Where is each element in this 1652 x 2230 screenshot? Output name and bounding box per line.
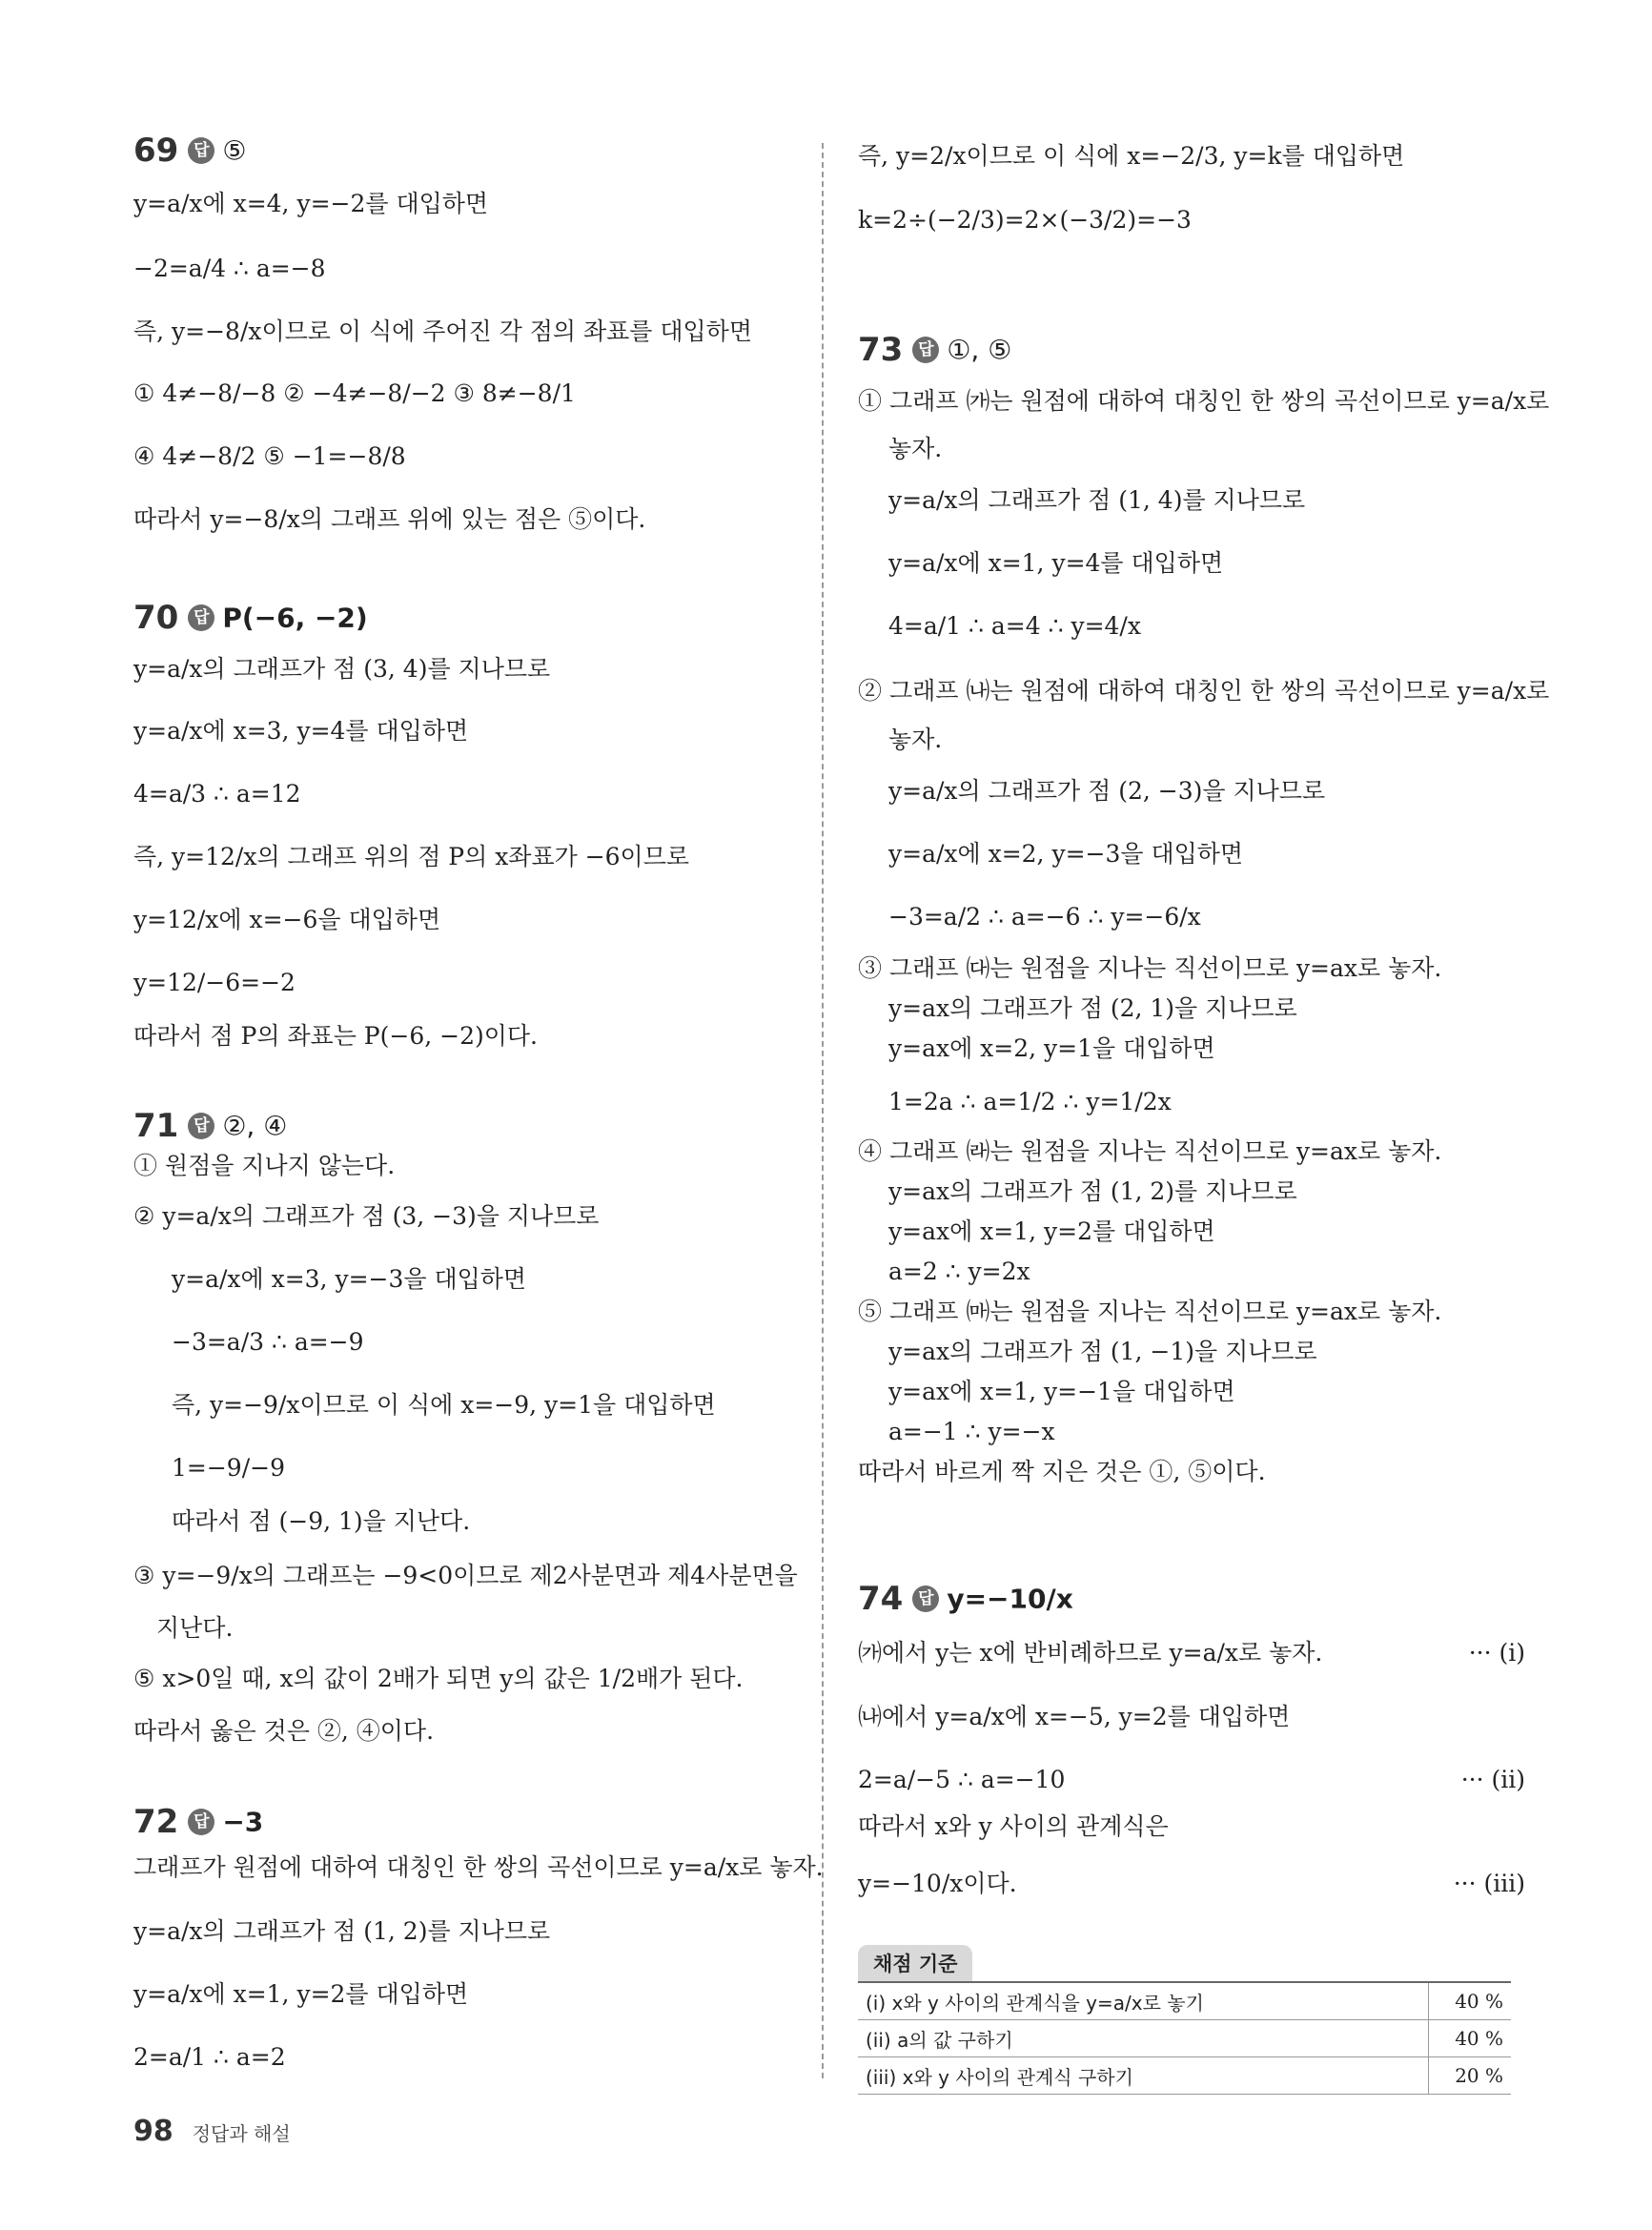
solution-text: 그래프가 원점에 대하여 대칭인 한 쌍의 곡선이므로 y=a/x로 놓자. bbox=[133, 1853, 824, 1881]
grading-row bbox=[858, 2057, 1511, 2095]
solution-text: ① 4≠−8/−8 ② −4≠−8/−2 ③ 8≠−8/1 bbox=[133, 379, 576, 407]
solution-line bbox=[888, 1338, 1525, 1366]
solution-text: y=12/x에 x=−6을 대입하면 bbox=[133, 906, 441, 933]
solution-line bbox=[133, 843, 791, 871]
answer-badge-icon: 답 bbox=[912, 1586, 939, 1612]
solution-text: ⑤ x>0일 때, x의 값이 2배가 되면 y의 값은 1/2배가 된다. bbox=[133, 1665, 744, 1692]
solution-line bbox=[133, 780, 791, 808]
solution-text: ① 그래프 ㈎는 원점에 대하여 대칭인 한 쌍의 곡선이므로 y=a/x로 bbox=[858, 387, 1550, 415]
solution-text: 즉, y=−9/x이므로 이 식에 x=−9, y=1을 대입하면 bbox=[172, 1391, 716, 1419]
answer-text: ⑤ bbox=[222, 134, 247, 167]
step-marker: ··· (ii) bbox=[1460, 1766, 1525, 1793]
solution-text: y=ax에 x=1, y=2를 대입하면 bbox=[888, 1217, 1215, 1245]
solution-text: y=ax의 그래프가 점 (1, −1)을 지나므로 bbox=[888, 1338, 1317, 1365]
solution-text: y=a/x의 그래프가 점 (2, −3)을 지나므로 bbox=[888, 777, 1326, 805]
solution-text: 놓자. bbox=[888, 726, 943, 753]
solution-line bbox=[133, 505, 791, 534]
answer-text: y=−10/x bbox=[947, 1583, 1073, 1615]
solution-text: k=2÷(−2/3)=2×(−3/2)=−3 bbox=[858, 206, 1192, 234]
solution-line bbox=[858, 1766, 1525, 1794]
solution-line bbox=[888, 777, 1525, 806]
solution-line bbox=[888, 1418, 1525, 1446]
solution-text: −3=a/2 ∴ a=−6 ∴ y=−6/x bbox=[888, 903, 1201, 931]
solution-text: −2=a/4 ∴ a=−8 bbox=[133, 255, 326, 282]
solution-text: 2=a/1 ∴ a=2 bbox=[133, 2043, 286, 2071]
solution-line bbox=[858, 1298, 1525, 1326]
solution-text: 지난다. bbox=[156, 1614, 234, 1642]
solution-text: y=a/x에 x=2, y=−3을 대입하면 bbox=[888, 840, 1244, 868]
solution-line bbox=[888, 549, 1525, 578]
solution-line bbox=[133, 255, 791, 283]
grading-criteria bbox=[858, 1945, 1511, 2095]
solution-line bbox=[133, 317, 791, 346]
solution-line bbox=[156, 1614, 791, 1643]
page-number: 98 bbox=[133, 2115, 173, 2148]
solution-text: ㈎에서 y는 x에 반비례하므로 y=a/x로 놓자. bbox=[858, 1639, 1323, 1667]
solution-text: y=a/x의 그래프가 점 (3, 4)를 지나므로 bbox=[133, 655, 551, 683]
grading-percent: 40 % bbox=[1429, 2020, 1512, 2057]
grading-criterion: (ii) a의 값 구하기 bbox=[858, 2020, 1429, 2057]
solution-text: ③ y=−9/x의 그래프는 −9<0이므로 제2사분면과 제4사분면을 bbox=[133, 1562, 798, 1589]
solution-text: y=a/x에 x=1, y=2를 대입하면 bbox=[133, 1980, 469, 2008]
problem-header-72 bbox=[133, 1803, 791, 1842]
solution-text: y=a/x에 x=3, y=4를 대입하면 bbox=[133, 717, 469, 745]
solution-text: 즉, y=12/x의 그래프 위의 점 P의 x좌표가 −6이므로 bbox=[133, 843, 690, 870]
solution-text: y=a/x에 x=3, y=−3을 대입하면 bbox=[172, 1265, 527, 1293]
solution-line bbox=[133, 442, 791, 471]
solution-line bbox=[888, 994, 1525, 1023]
problem-header-73 bbox=[858, 331, 1525, 370]
solution-text: y=a/x에 x=4, y=−2를 대입하면 bbox=[133, 190, 489, 217]
grading-criterion: (iii) x와 y 사이의 관계식 구하기 bbox=[858, 2057, 1429, 2095]
problem-number: 72 bbox=[133, 1803, 179, 1841]
solution-text: 따라서 점 (−9, 1)을 지난다. bbox=[172, 1507, 471, 1535]
solution-line bbox=[888, 726, 1525, 754]
footer-label: 정답과 해설 bbox=[192, 2122, 291, 2145]
solution-text: 따라서 옳은 것은 ②, ④이다. bbox=[133, 1717, 435, 1745]
solution-text: y=ax에 x=1, y=−1을 대입하면 bbox=[888, 1378, 1235, 1405]
solution-text: y=a/x의 그래프가 점 (1, 4)를 지나므로 bbox=[888, 486, 1306, 514]
solution-line bbox=[133, 1562, 798, 1590]
solution-line bbox=[858, 387, 1550, 416]
solution-text: 1=2a ∴ a=1/2 ∴ y=1/2x bbox=[888, 1088, 1172, 1115]
solution-line bbox=[133, 655, 791, 684]
solution-line bbox=[172, 1265, 791, 1294]
solution-text: 즉, y=−8/x이므로 이 식에 주어진 각 점의 좌표를 대입하면 bbox=[133, 317, 752, 345]
solution-line bbox=[133, 717, 791, 746]
solution-text: y=12/−6=−2 bbox=[133, 969, 296, 996]
solution-text: ⑤ 그래프 ㈒는 원점을 지나는 직선이므로 y=ax로 놓자. bbox=[858, 1298, 1442, 1325]
problem-number: 71 bbox=[133, 1107, 179, 1145]
solution-text: y=ax에 x=2, y=1을 대입하면 bbox=[888, 1034, 1215, 1062]
solution-line bbox=[858, 1639, 1525, 1667]
grading-percent: 20 % bbox=[1429, 2057, 1512, 2095]
solution-line bbox=[133, 1717, 791, 1746]
solution-line bbox=[858, 677, 1550, 706]
solution-text: a=2 ∴ y=2x bbox=[888, 1258, 1030, 1285]
grading-criterion: (i) x와 y 사이의 관계식을 y=a/x로 놓기 bbox=[858, 1982, 1429, 2020]
solution-line bbox=[133, 969, 791, 997]
solution-line bbox=[888, 1177, 1525, 1206]
answer-badge-icon: 답 bbox=[912, 337, 939, 363]
column-divider bbox=[822, 143, 824, 2078]
solution-line bbox=[133, 2043, 791, 2072]
solution-line bbox=[133, 1980, 791, 2009]
solution-line bbox=[858, 142, 1525, 171]
solution-line bbox=[133, 1665, 791, 1693]
grading-row bbox=[858, 1982, 1511, 2020]
solution-line bbox=[172, 1507, 791, 1536]
grading-row bbox=[858, 2020, 1511, 2057]
solution-text: −3=a/3 ∴ a=−9 bbox=[172, 1328, 364, 1356]
problem-number: 70 bbox=[133, 599, 179, 637]
solution-line bbox=[133, 1152, 791, 1180]
solution-text: y=−10/x이다. bbox=[858, 1870, 1017, 1897]
solution-text: 따라서 바르게 짝 지은 것은 ①, ⑤이다. bbox=[858, 1458, 1266, 1485]
solution-text: ④ 그래프 ㈑는 원점을 지나는 직선이므로 y=ax로 놓자. bbox=[858, 1137, 1442, 1165]
page-footer bbox=[133, 2115, 291, 2148]
solution-line bbox=[888, 903, 1525, 931]
step-marker: ··· (i) bbox=[1468, 1639, 1525, 1667]
solution-text: y=a/x의 그래프가 점 (1, 2)를 지나므로 bbox=[133, 1917, 551, 1945]
solution-text: ① 원점을 지나지 않는다. bbox=[133, 1152, 396, 1179]
solution-text: y=ax의 그래프가 점 (2, 1)을 지나므로 bbox=[888, 994, 1297, 1022]
problem-number: 73 bbox=[858, 331, 904, 369]
solution-text: ② y=a/x의 그래프가 점 (3, −3)을 지나므로 bbox=[133, 1202, 600, 1230]
solution-line bbox=[858, 954, 1525, 983]
solution-text: 2=a/−5 ∴ a=−10 bbox=[858, 1766, 1066, 1793]
solution-text: 따라서 y=−8/x의 그래프 위에 있는 점은 ⑤이다. bbox=[133, 505, 646, 533]
solution-text: 따라서 점 P의 좌표는 P(−6, −2)이다. bbox=[133, 1022, 538, 1050]
solution-line bbox=[888, 840, 1525, 869]
solution-line bbox=[133, 1853, 824, 1882]
solution-line bbox=[888, 612, 1525, 641]
answer-badge-icon: 답 bbox=[188, 1809, 214, 1835]
solution-line bbox=[858, 206, 1525, 235]
grading-percent: 40 % bbox=[1429, 1982, 1512, 2020]
problem-header-69 bbox=[133, 132, 791, 171]
solution-text: 1=−9/−9 bbox=[172, 1454, 285, 1482]
solution-line bbox=[888, 1378, 1525, 1406]
step-marker: ··· (iii) bbox=[1453, 1870, 1525, 1897]
answer-text: P(−6, −2) bbox=[222, 602, 368, 634]
solution-text: ④ 4≠−8/2 ⑤ −1=−8/8 bbox=[133, 442, 406, 470]
solution-text: 4=a/3 ∴ a=12 bbox=[133, 780, 301, 808]
solution-line bbox=[133, 906, 791, 934]
solution-line bbox=[858, 1703, 1525, 1731]
solution-text: ③ 그래프 ㈐는 원점을 지나는 직선이므로 y=ax로 놓자. bbox=[858, 954, 1442, 982]
solution-line bbox=[858, 1812, 1525, 1841]
answer-badge-icon: 답 bbox=[188, 137, 214, 164]
solution-line bbox=[888, 435, 1525, 463]
solution-text: y=a/x에 x=1, y=4를 대입하면 bbox=[888, 549, 1224, 577]
solution-text: 4=a/1 ∴ a=4 ∴ y=4/x bbox=[888, 612, 1141, 640]
answer-text: ①, ⑤ bbox=[947, 334, 1012, 366]
problem-header-71 bbox=[133, 1107, 791, 1146]
solution-line bbox=[888, 1258, 1525, 1286]
problem-header-70 bbox=[133, 599, 791, 638]
solution-text: ㈏에서 y=a/x에 x=−5, y=2를 대입하면 bbox=[858, 1703, 1291, 1730]
solution-line bbox=[858, 1137, 1525, 1166]
solution-line bbox=[133, 1202, 791, 1231]
problem-number: 74 bbox=[858, 1580, 904, 1618]
answer-text: ②, ④ bbox=[222, 1110, 288, 1142]
solution-text: y=ax의 그래프가 점 (1, 2)를 지나므로 bbox=[888, 1177, 1297, 1205]
answer-badge-icon: 답 bbox=[188, 1113, 214, 1139]
solution-line bbox=[172, 1391, 791, 1420]
solution-line bbox=[888, 1088, 1525, 1116]
solution-text: a=−1 ∴ y=−x bbox=[888, 1418, 1055, 1445]
solution-line bbox=[888, 1217, 1525, 1246]
solution-text: 즉, y=2/x이므로 이 식에 x=−2/3, y=k를 대입하면 bbox=[858, 142, 1405, 170]
solution-line bbox=[133, 190, 791, 218]
solution-line bbox=[172, 1454, 791, 1483]
solution-text: 놓자. bbox=[888, 435, 943, 462]
solution-text: 따라서 x와 y 사이의 관계식은 bbox=[858, 1812, 1169, 1840]
solution-line bbox=[858, 1458, 1525, 1486]
answer-badge-icon: 답 bbox=[188, 604, 214, 631]
solution-text: ② 그래프 ㈏는 원점에 대하여 대칭인 한 쌍의 곡선이므로 y=a/x로 bbox=[858, 677, 1550, 705]
answer-text: −3 bbox=[222, 1806, 264, 1838]
solution-line bbox=[172, 1328, 791, 1357]
solution-line bbox=[133, 1917, 791, 1946]
problem-header-74 bbox=[858, 1580, 1525, 1619]
solution-line bbox=[133, 379, 791, 408]
grading-table bbox=[858, 1981, 1511, 2095]
solution-line bbox=[858, 1870, 1525, 1898]
solution-line bbox=[888, 1034, 1525, 1063]
solution-line bbox=[133, 1022, 791, 1051]
problem-number: 69 bbox=[133, 132, 179, 170]
grading-title: 채점 기준 bbox=[858, 1945, 972, 1981]
solution-line bbox=[888, 486, 1525, 515]
